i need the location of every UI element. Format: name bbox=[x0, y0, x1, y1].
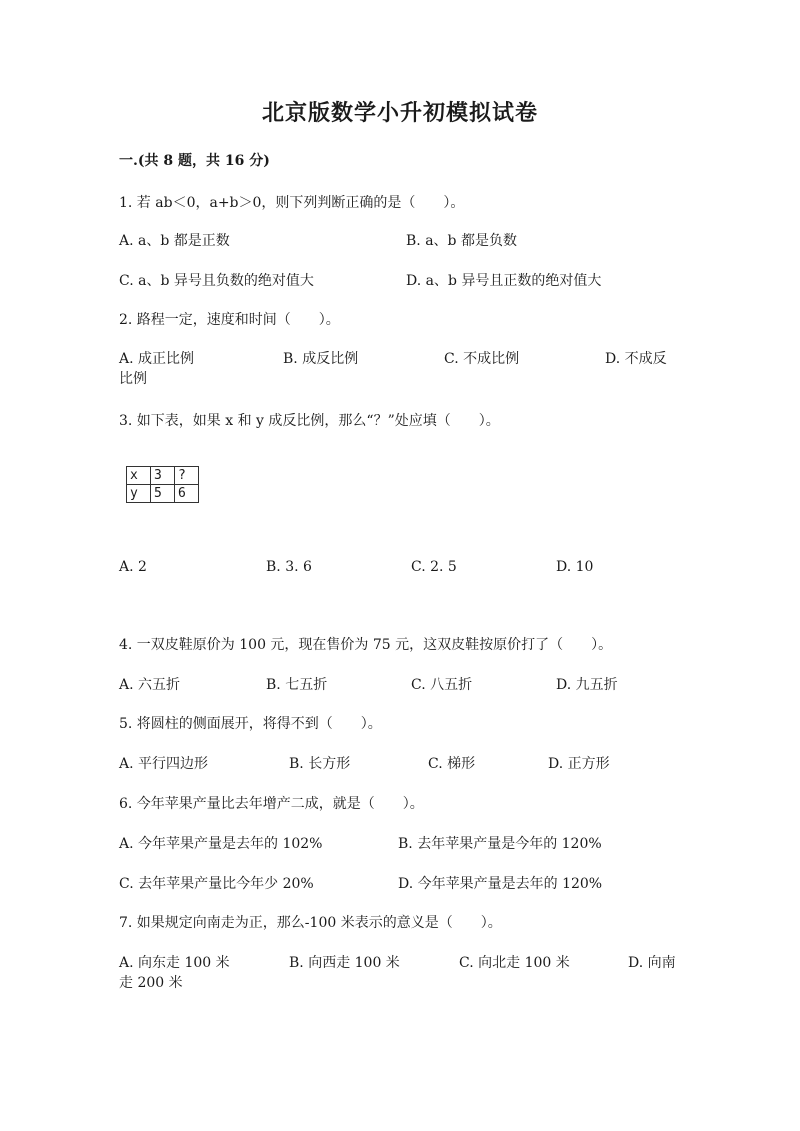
table-cell: x bbox=[127, 467, 151, 485]
question-3-option-a: A. 2 bbox=[119, 559, 147, 575]
question-5-stem: 5. 将圆柱的侧面展开，将得不到（ ）。 bbox=[119, 716, 382, 732]
question-4-stem: 4. 一双皮鞋原价为 100 元，现在售价为 75 元，这双皮鞋按原价打了（ ）。 bbox=[119, 637, 613, 653]
question-1-option-b: B. a、b 都是负数 bbox=[406, 233, 517, 249]
page-title: 北京版数学小升初模拟试卷 bbox=[261, 100, 538, 126]
question-1-option-c: C. a、b 异号且负数的绝对值大 bbox=[119, 273, 314, 289]
question-2-option-b: B. 成反比例 bbox=[283, 351, 359, 367]
question-7-option-d: D. 向南 bbox=[628, 955, 676, 971]
question-2-option-c: C. 不成比例 bbox=[444, 351, 520, 367]
question-7-stem: 7. 如果规定向南走为正，那么-100 米表示的意义是（ ）。 bbox=[119, 915, 502, 931]
question-2-option-d: D. 不成反 bbox=[605, 351, 667, 367]
question-4-option-c: C. 八五折 bbox=[411, 677, 473, 693]
question-5-option-a: A. 平行四边形 bbox=[119, 756, 209, 772]
question-6-option-d: D. 今年苹果产量是去年的 120% bbox=[398, 876, 603, 892]
question-5-option-c: C. 梯形 bbox=[428, 756, 476, 772]
question-6-stem: 6. 今年苹果产量比去年增产二成，就是（ ）。 bbox=[119, 796, 424, 812]
question-6-option-a: A. 今年苹果产量是去年的 102% bbox=[119, 836, 323, 852]
question-6-option-b: B. 去年苹果产量是今年的 120% bbox=[398, 836, 602, 852]
question-2-stem: 2. 路程一定，速度和时间（ ）。 bbox=[119, 312, 340, 328]
question-5-option-d: D. 正方形 bbox=[548, 756, 610, 772]
question-3-table bbox=[126, 466, 199, 503]
section-heading: 一.(共 8 题，共 16 分) bbox=[119, 153, 270, 169]
question-2-option-d-continuation: 比例 bbox=[119, 371, 147, 387]
question-1-option-d: D. a、b 异号且正数的绝对值大 bbox=[406, 273, 602, 289]
table-row bbox=[127, 485, 199, 503]
question-7-option-a: A. 向东走 100 米 bbox=[119, 955, 230, 971]
question-3-option-b: B. 3. 6 bbox=[266, 559, 312, 575]
question-7-option-b: B. 向西走 100 米 bbox=[289, 955, 400, 971]
question-2-option-a: A. 成正比例 bbox=[119, 351, 195, 367]
table-row bbox=[127, 467, 199, 485]
question-1-option-a: A. a、b 都是正数 bbox=[119, 233, 230, 249]
table-cell: 3 bbox=[151, 467, 175, 485]
question-7-option-d-continuation: 走 200 米 bbox=[119, 975, 183, 991]
question-6-option-c: C. 去年苹果产量比今年少 20% bbox=[119, 876, 314, 892]
question-3-option-c: C. 2. 5 bbox=[411, 559, 457, 575]
question-7-option-c: C. 向北走 100 米 bbox=[459, 955, 570, 971]
question-3-stem: 3. 如下表，如果 x 和 y 成反比例，那么“？”处应填（ ）。 bbox=[119, 413, 500, 429]
question-3-option-d: D. 10 bbox=[556, 559, 594, 575]
table-cell: 5 bbox=[151, 485, 175, 503]
question-4-option-b: B. 七五折 bbox=[266, 677, 328, 693]
question-4-option-d: D. 九五折 bbox=[556, 677, 618, 693]
table-cell: ? bbox=[175, 467, 199, 485]
question-5-option-b: B. 长方形 bbox=[289, 756, 351, 772]
table-cell: 6 bbox=[175, 485, 199, 503]
question-4-option-a: A. 六五折 bbox=[119, 677, 181, 693]
question-1-stem: 1. 若 ab＜0，a+b＞0，则下列判断正确的是（ ）。 bbox=[119, 195, 465, 211]
table-cell: y bbox=[127, 485, 151, 503]
